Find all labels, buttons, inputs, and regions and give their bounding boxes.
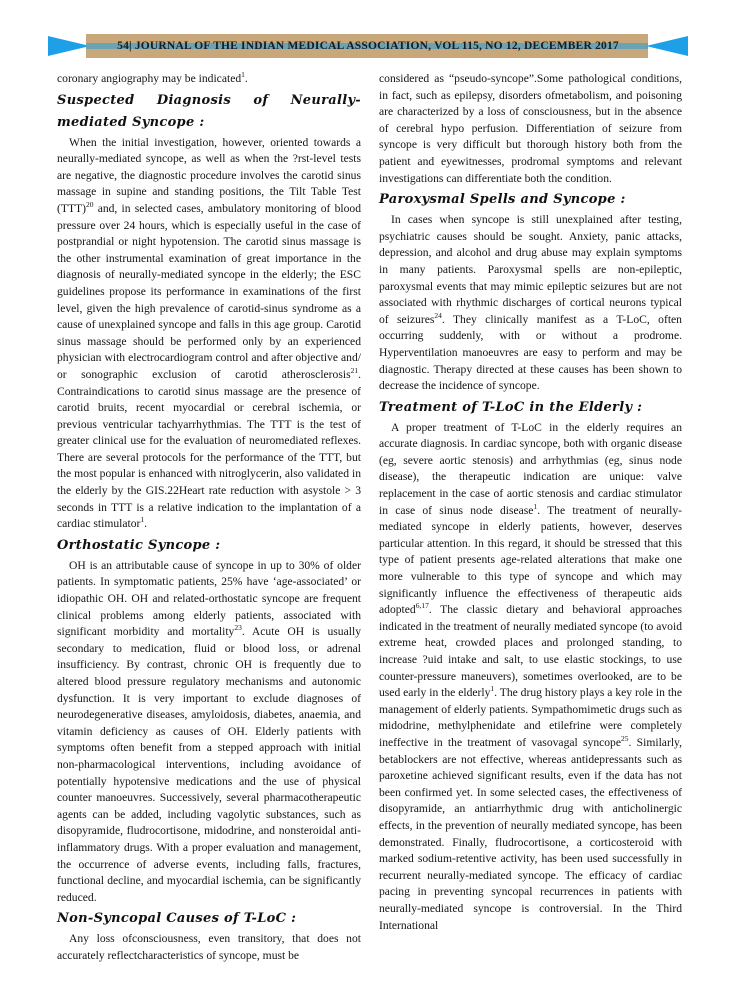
paragraph: When the initial investigation, however, oriented towards a neurally-mediated syncope, as well as when the ?rst-level tests are negative, the diagnostic procedure involves the carotid sinus massage in supine and standing positions, the Tilt Table Test (TTT)$^{20}$ and, in selected cases, ambulatory monitoring of blood pressure over 24 hours, which is especially useful in the case of postprandial or night hypotension. The carotid sinus massage is the other instrumental examination of great importance in the diagnosis of neurally-mediated syncope in the elderly; the ESC guidelines propose its performance in examinations of the first level, given the high prevalence of carotid-sinus syndrome as a cause of unexplained syncope and falls in this age group. Carotid sinus massage should be performed only by an experienced physician with electrocardiogram control and after objective and/ or sonographic exclusion of carotid atherosclerosis$^{21}$. Contraindications to carotid sinus massage are the presence of carotid bruits, recent myocardial or cerebral ischemia, or previous ventricular tachyarrhythmias. The TTT is the test of greater clinical use for the evaluation of neuromediated reflexes. There are several protocols for the performance of the TTT, but the most popular is enhanced with nitroglycerin, also validated in the elderly by the GIS.22Heart rate reduction with asystole > 3 seconds in TTT is a relative indication to the implantation of a cardiac stimulator$^1$.	[57, 135, 361, 531]
paragraph: A proper treatment of T-LoC in the elderly requires an accurate diagnosis. In cardiac syncope, both with organic disease (eg, severe aortic stenosis) and arrhythmias (eg, sinus node disease), the therapeutic indication are unique: valve replacement in the case of aortic stenosis and cardiac stimulator in case of sinus node disease$^1$. The treatment of neurally-mediated syncope in elderly patients, however, deserves particular attention. In this regard, it should be stressed that this type of patient presents age-related alterations that make one more vulnerable to this type of syncope and which may significantly influence the effectiveness of therapeutic aids adopted$^{6,17}$. The classic dietary and behavioral approaches indicated in the treatment of neurally mediated syncope (to avoid extreme heat, crowded places and prolonged standing, to increase ?uid intake and salt, to use elastic stockings, to use counter-pressure maneuvers), sometimes overlooked, are to be used early in the elderly$^1$. The drug history plays a key role in the management of elderly patients. Sympathomimetic drugs such as midodrine, methylphenidate and etilefrine were completely ineffective in the treatment of vasovagal syncope$^{25}$. Similarly, betablockers are not effective, whereas antidepressants such as paroxetine achieved significant results, even if the data has not been confirmed yet. In some selected cases, the effectiveness of disopyramide, an antiarrhythmic drug with anticholinergic effects, in the prevention of neurally mediated syncope, has been demonstrated. Finally, fludrocortisone, a corticosteroid with marked sodium-retentive activity, has been used successfully in recurrent neurally-mediated syncope. The efficacy of cardiac pacing in preventing syncopal recurrences in patients with neurally-mediated syncope is controversial. In the Third International	[379, 420, 682, 932]
section-heading: Orthostatic Syncope :	[57, 537, 221, 553]
paragraph: coronary angiography may be indicated$^1$.	[57, 70, 248, 85]
paragraph: considered as “pseudo-syncope”.Some pathological conditions, in fact, such as epilepsy, disorders ofmetabolism, and poisoning are characterized by a loss of consciousness, but in the absence of cerebral hypo perfusion. Differentiation of seizure from syncope is very difficult but thorough history both from the patient and eyewitnesses, prodromal symptoms and relevant investigations can differentiate both the condition.	[379, 72, 682, 185]
section-heading: Suspected Diagnosis of Neurally-mediated Syncope :	[57, 92, 361, 130]
paragraph: OH is an attributable cause of syncope in up to 30% of older patients. In symptomatic patients, 25% have ‘age-associated’ or idiopathic OH. OH and related-orthostatic syncope are frequent clinical problems among elderly patients, associated with significant morbidity and mortality$^{23}$. Acute OH is usually secondary to medication, fluid or blood loss, or adrenal insufficiency. By contrast, chronic OH is frequently due to altered blood pressure regulatory mechanisms and autonomic dysfunction. It is very important to exclude diagnoses of neurodegenerative diseases, amyloidosis, diabetes, anaemia, and vitamin deficiency as causes of OH. Elderly patients with symptoms often benefit from a stepped approach with initial non-pharmacological interventions, including avoidance of potentially hypotensive medications and the use of physical counter manoeuvres. Successively, several pharmacotherapeutic agents can be added, including vagolytic substances, such as disopyramide, fludrocortisone, midodrine, and nonsteroidal anti-inflammatory drugs. With a proper evaluation and management, the occurrence of adverse events, including falls, fractures, functional decline, and myocardial ischemia, can be significantly reduced.	[57, 558, 361, 904]
section-heading: Non-Syncopal Causes of T-LoC :	[57, 911, 297, 927]
running-header	[48, 30, 688, 62]
right-column	[379, 71, 682, 934]
left-column	[57, 71, 361, 965]
paragraph: In cases when syncope is still unexplained after testing, psychiatric causes should be sought. Anxiety, panic attacks, depression, and alcohol and drug abuse may explain symptoms in many patients. Paroxysmal spells are non-epileptic, paroxysmal events that may mimic epileptic seizures but are not associated with rhythmic discharges of cortical neurons typical of seizures$^{24}$. They clinically manifest as a T-LoC, often occurring suddenly, with or without a prodrome. Hyperventilation manoeuvres are easy to perform and may be diagnostic. Therapy directed at these causes has been shown to decrease the incidence of syncope.	[379, 213, 682, 393]
paragraph: Any loss ofconsciousness, even transitory, that does not accurately reflectcharacteristics of syncope, must be	[57, 932, 361, 962]
header-text: 54| JOURNAL OF THE INDIAN MEDICAL ASSOCIATION, VOL 115, NO 12, DECEMBER 2017	[117, 40, 619, 52]
section-heading: Treatment of T-LoC in the Elderly :	[379, 399, 643, 415]
section-heading: Paroxysmal Spells and Syncope :	[379, 192, 626, 208]
